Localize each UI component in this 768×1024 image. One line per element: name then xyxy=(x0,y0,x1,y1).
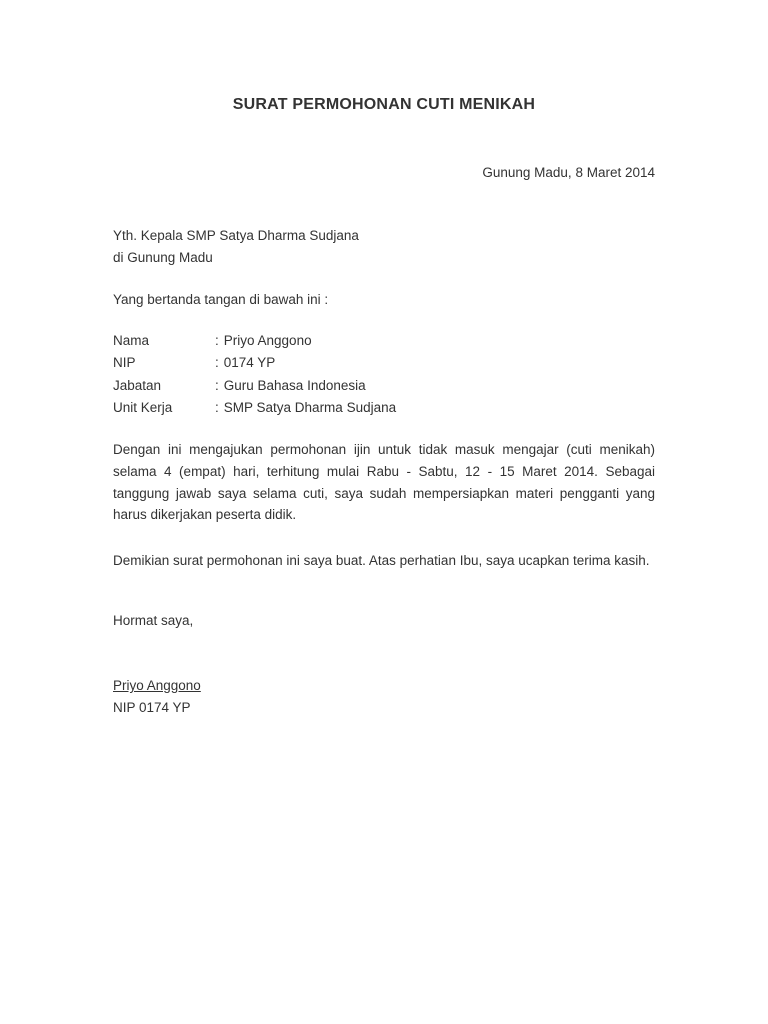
addressee-block xyxy=(113,225,655,269)
signature-nip: NIP 0174 YP xyxy=(113,700,191,715)
identity-value-nip: 0174 YP xyxy=(223,355,276,371)
identity-value-jabatan: Guru Bahasa Indonesia xyxy=(223,377,366,393)
signature-name: Priyo Anggono xyxy=(113,678,201,693)
identity-separator: : xyxy=(215,400,219,416)
request-paragraph: Dengan ini mengajukan permohonan ijin untuk tidak masuk mengajar (cuti menikah) selama 4 (empat) hari, terhitung mulai Rabu - Sabtu, 12 - 15 Maret 2014. Sebagai tanggung jawab saya selama cuti, saya sudah mempersiapkan materi pengganti yang harus dikerjakan peserta didik. xyxy=(113,442,655,523)
signature-name-line xyxy=(113,675,655,697)
closing-paragraph: Demikian surat permohonan ini saya buat. Atas perhatian Ibu, saya ucapkan terima kasih. xyxy=(113,553,650,568)
identity-label-nama: Nama xyxy=(113,333,150,348)
identity-value-unit-kerja: SMP Satya Dharma Sudjana xyxy=(223,400,397,416)
addressee-city: di Gunung Madu xyxy=(113,250,213,265)
table-row xyxy=(113,397,655,419)
signature-salutation: Hormat saya, xyxy=(113,613,194,628)
addressee-recipient: Yth. Kepala SMP Satya Dharma Sudjana xyxy=(113,228,359,243)
identity-separator: : xyxy=(215,333,219,348)
identity-label-nip: NIP xyxy=(113,355,136,371)
table-row xyxy=(113,330,655,352)
identity-label-unit-kerja: Unit Kerja xyxy=(113,400,173,416)
signature-block xyxy=(113,675,655,719)
opening-salutation: Yang bertanda tangan di bawah ini : xyxy=(113,292,329,307)
identity-separator: : xyxy=(215,355,219,371)
identity-value-nama: Priyo Anggono xyxy=(223,333,312,348)
identity-table xyxy=(113,330,655,420)
table-row xyxy=(113,375,655,397)
letter-title: SURAT PERMOHONAN CUTI MENIKAH xyxy=(232,96,536,113)
identity-separator: : xyxy=(215,377,219,393)
table-row xyxy=(113,352,655,374)
letter-date-place: Gunung Madu, 8 Maret 2014 xyxy=(482,165,655,180)
identity-label-jabatan: Jabatan xyxy=(113,377,162,393)
